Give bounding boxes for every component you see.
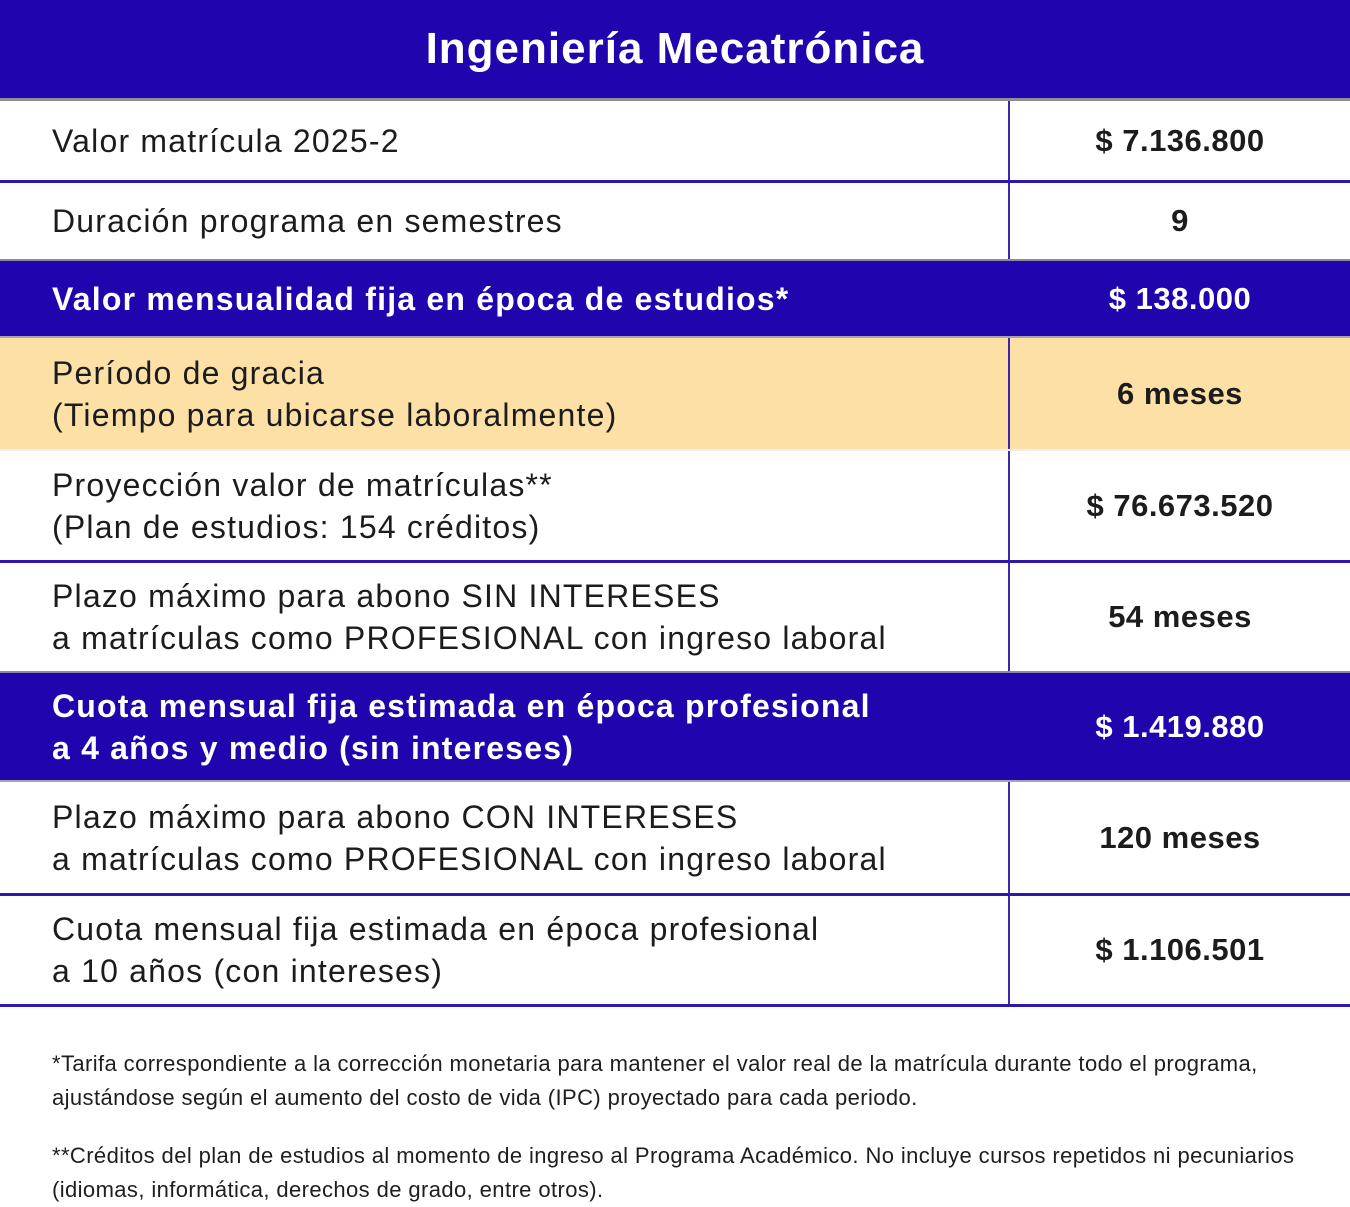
row-label-line: a matrículas como PROFESIONAL con ingreso laboral: [52, 840, 887, 877]
row-label-line: a 4 años y medio (sin intereses): [52, 729, 575, 766]
table-row: [0, 560, 1350, 671]
table-row: [0, 782, 1350, 893]
row-label: [0, 782, 1010, 893]
row-label-line: Duración programa en semestres: [52, 203, 563, 239]
row-value: $ 1.106.501: [1095, 932, 1265, 967]
row-label: [0, 563, 1010, 671]
row-value: 9: [1171, 203, 1189, 238]
row-label-line: (Tiempo para ubicarse laboralmente): [52, 396, 618, 433]
row-label-line: a matrículas como PROFESIONAL con ingreso laboral: [52, 620, 887, 656]
row-label-line: Plazo máximo para abono SIN INTERESES: [52, 578, 721, 614]
row-value: $ 1.419.880: [1095, 708, 1265, 744]
row-label-line: a 10 años (con intereses): [52, 953, 444, 989]
row-label-line: Valor matrícula 2025-2: [52, 122, 400, 159]
row-value: 6 meses: [1117, 375, 1243, 411]
row-label: [0, 338, 1010, 449]
table-row: [0, 449, 1350, 560]
row-label: [0, 183, 1010, 259]
row-label-line: Plazo máximo para abono CON INTERESES: [52, 798, 739, 835]
row-label: [0, 451, 1010, 560]
row-label: [0, 101, 1010, 180]
row-label-line: Proyección valor de matrículas**: [52, 466, 553, 503]
fee-table: [0, 101, 1350, 1007]
row-label-line: Cuota mensual fija estimada en época profesional: [52, 911, 820, 947]
footnote-tarifa: *Tarifa correspondiente a la corrección monetaria para mantener el valor real de la matrícula durante todo el programa, ajustándose según el aumento del costo de vida (IPC) proyectado para cada periodo.: [52, 1051, 1258, 1110]
row-value: $ 7.136.800: [1095, 122, 1265, 158]
row-label-line: Cuota mensual fija estimada en época profesional: [52, 687, 871, 724]
row-value: 120 meses: [1099, 819, 1261, 855]
footnote-creditos: **Créditos del plan de estudios al momento de ingreso al Programa Académico. No incluye cursos repetidos ni pecuniarios (idiomas, informática, derechos de grado, entre otros).: [52, 1143, 1295, 1202]
row-label-line: Valor mensualidad fija en época de estudios*: [52, 280, 790, 317]
table-row: [0, 893, 1350, 1004]
footnotes-section: [0, 1007, 1350, 1207]
table-row: [0, 338, 1350, 449]
row-label: [0, 673, 1010, 780]
program-title-bar: [0, 0, 1350, 101]
row-value: $ 138.000: [1108, 280, 1252, 316]
row-label-line: Período de gracia: [52, 354, 326, 391]
row-label-line: (Plan de estudios: 154 créditos): [52, 508, 541, 545]
page-title: Ingeniería Mecatrónica: [425, 24, 925, 73]
row-label: [0, 261, 1010, 336]
row-value: 54 meses: [1108, 599, 1252, 634]
table-row: [0, 101, 1350, 180]
table-row: [0, 671, 1350, 782]
table-row: [0, 259, 1350, 338]
row-label: [0, 896, 1010, 1004]
table-row: [0, 180, 1350, 259]
row-value: $ 76.673.520: [1086, 487, 1274, 523]
